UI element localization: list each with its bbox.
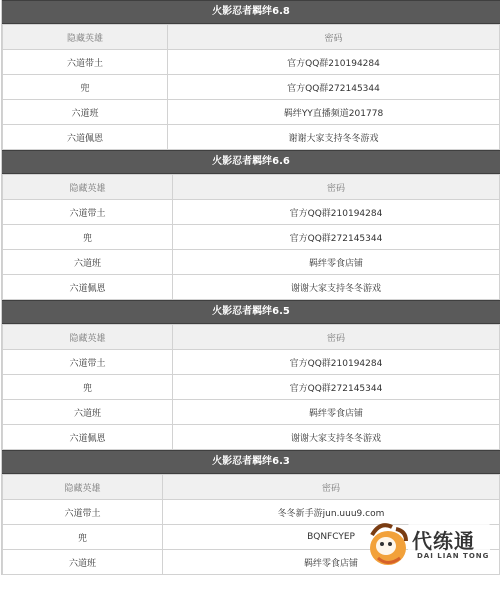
password-cell: 羁绊零食店铺: [163, 550, 500, 575]
password-cell: 羁绊零食店铺: [172, 250, 499, 275]
table-row: [3, 350, 500, 375]
column-header-hero: 隐藏英雄: [3, 25, 168, 50]
section-6-6: [1, 150, 500, 300]
table-row: [3, 125, 500, 150]
hero-cell: 兜: [3, 75, 168, 100]
watermark-brand: 代练通: [412, 529, 475, 553]
section-title: 火影忍者羁绊6.6: [2, 150, 500, 174]
column-header-password: 密码: [168, 25, 500, 50]
section-title: 火影忍者羁绊6.8: [2, 0, 500, 24]
table-row: [3, 225, 500, 250]
hero-cell: 六道带土: [3, 50, 168, 75]
password-cell: BQNFCYEP: [163, 525, 500, 550]
table-row: [3, 200, 500, 225]
watermark-logo: [362, 515, 494, 577]
hero-cell: 六道佩恩: [3, 275, 173, 300]
table-header-row: [3, 475, 500, 500]
column-header-hero: 隐藏英雄: [3, 325, 173, 350]
table-row: [3, 50, 500, 75]
password-cell: 羁绊YY直播频道201778: [168, 100, 500, 125]
hero-cell: 兜: [3, 375, 173, 400]
password-table: [2, 174, 500, 300]
password-cell: 官方QQ群210194284: [168, 50, 500, 75]
section-title: 火影忍者羁绊6.3: [2, 450, 500, 474]
hero-cell: 六道带土: [3, 200, 173, 225]
password-cell: 谢谢大家支持冬冬游戏: [168, 125, 500, 150]
table-row: [3, 250, 500, 275]
column-header-password: 密码: [172, 325, 499, 350]
password-table: [2, 24, 500, 150]
hero-cell: 六道班: [3, 100, 168, 125]
hero-cell: 兜: [3, 525, 163, 550]
password-cell: 官方QQ群210194284: [172, 350, 499, 375]
table-row: [3, 75, 500, 100]
table-header-row: [3, 25, 500, 50]
section-title: 火影忍者羁绊6.5: [2, 300, 500, 324]
table-header-row: [3, 325, 500, 350]
password-cell: 官方QQ群272145344: [168, 75, 500, 100]
password-cell: 官方QQ群272145344: [172, 225, 499, 250]
table-row: [3, 375, 500, 400]
hero-cell: 六道带土: [3, 500, 163, 525]
column-header-hero: 隐藏英雄: [3, 475, 163, 500]
watermark-sub: DAI LIAN TONG: [417, 552, 490, 560]
password-cell: 官方QQ群210194284: [172, 200, 499, 225]
section-6-8: [1, 0, 500, 150]
column-header-password: 密码: [172, 175, 499, 200]
table-row: [3, 400, 500, 425]
password-cell: 冬冬新手游jun.uuu9.com: [163, 500, 500, 525]
table-row: [3, 100, 500, 125]
section-6-5: [1, 300, 500, 450]
hero-cell: 六道班: [3, 250, 173, 275]
table-row: [3, 425, 500, 450]
hero-cell: 兜: [3, 225, 173, 250]
password-cell: 谢谢大家支持冬冬游戏: [172, 275, 499, 300]
column-header-password: 密码: [163, 475, 500, 500]
column-header-hero: 隐藏英雄: [3, 175, 173, 200]
hero-cell: 六道班: [3, 400, 173, 425]
password-cell: 谢谢大家支持冬冬游戏: [172, 425, 499, 450]
hero-cell: 六道佩恩: [3, 125, 168, 150]
password-cell: 官方QQ群272145344: [172, 375, 499, 400]
password-cell: 羁绊零食店铺: [172, 400, 499, 425]
hero-cell: 六道带土: [3, 350, 173, 375]
hero-cell: 六道佩恩: [3, 425, 173, 450]
table-row: [3, 275, 500, 300]
password-table: [2, 324, 500, 450]
hero-cell: 六道班: [3, 550, 163, 575]
table-header-row: [3, 175, 500, 200]
